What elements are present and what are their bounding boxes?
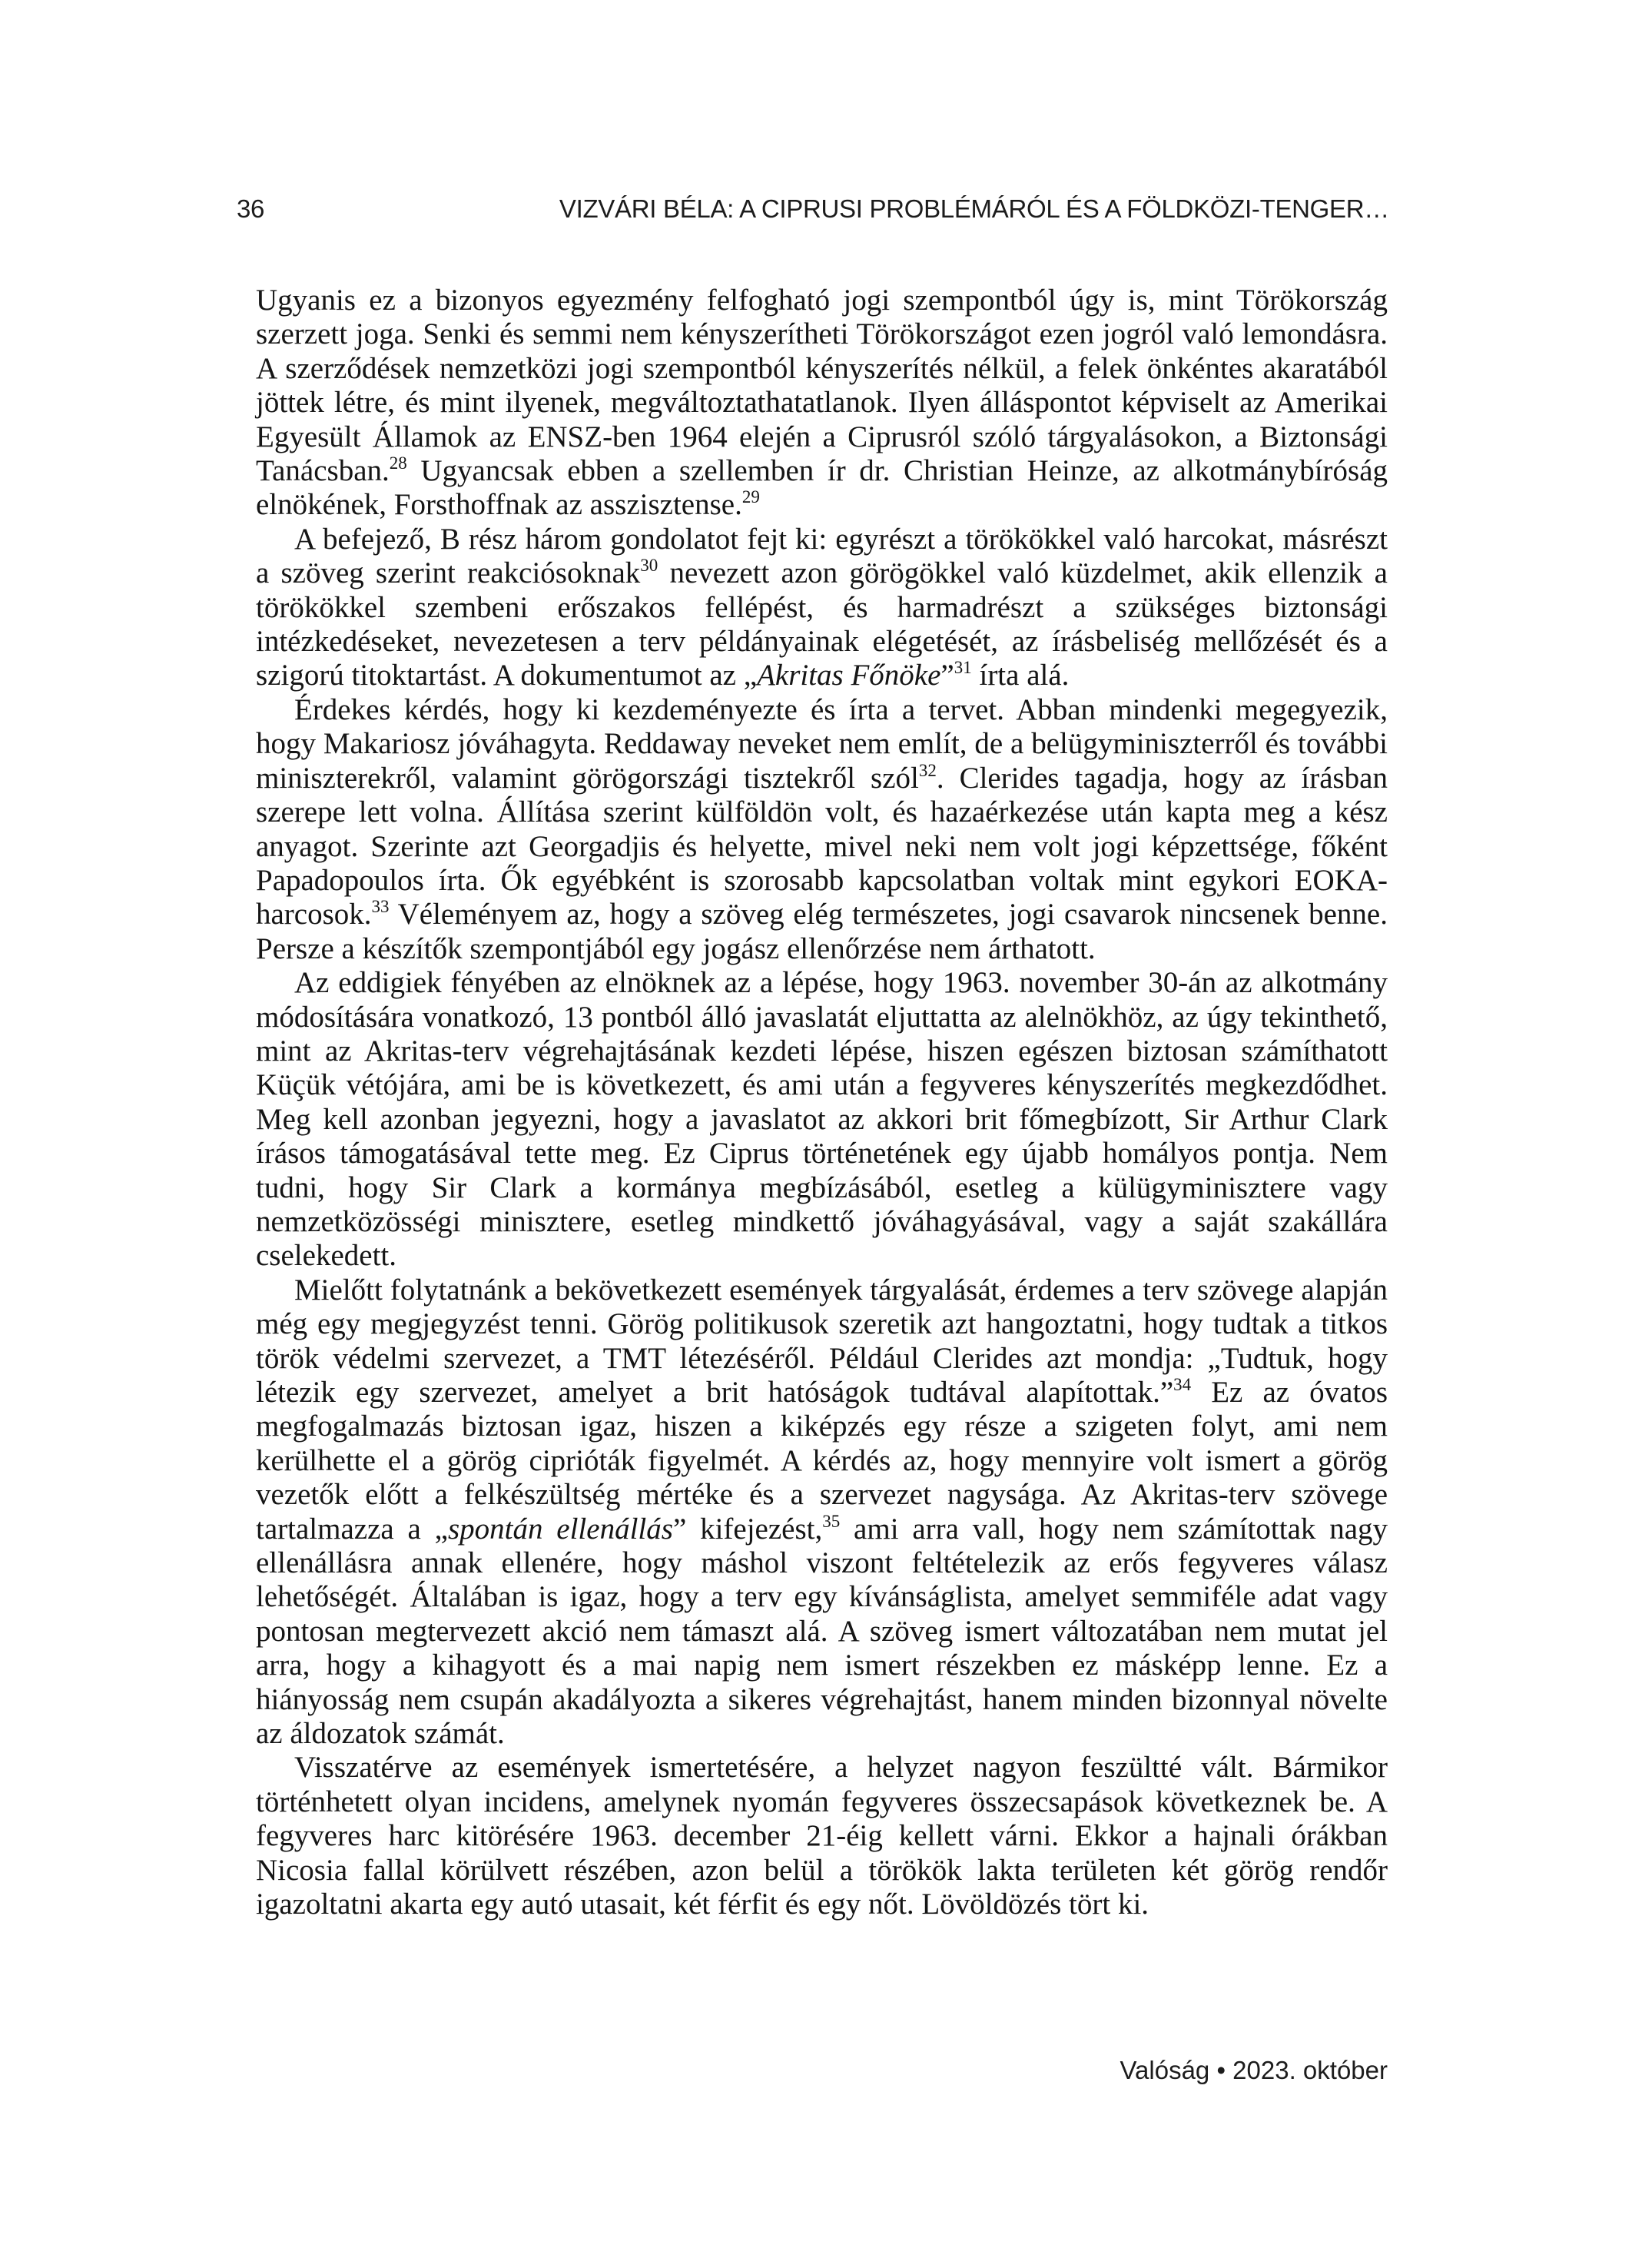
text-run: . Clerides tagadja, hogy az írásban szerepe lett volna. Állítása szerint külföldön volt, és hazaérkezése után kapta meg a kész anyagot. Szerinte azt Georgadjis és helyette, mivel neki nem volt jogi képzettsége, főként Papadopoulos írta. Ők egyébként is szorosabb kapcsolatban voltak mint egykori EOKA-harcosok. [256, 761, 1388, 931]
footnote-reference: 33 [371, 897, 390, 917]
text-run: Érdekes kérdés, hogy ki kezdeményezte és írta a tervet. Abban mindenki megegyezik, hogy Makariosz jóváhagyta. Reddaway neveket nem említ, de a belügyminiszterről és további miniszterekről, valamint görögországi tisztekről szól [256, 692, 1388, 795]
text-run: ” [940, 659, 954, 692]
text-run: Ugyancsak ebben a szellemben ír dr. Christian Heinze, az alkotmánybíróság elnökének, Forsthoffnak az asszisztense. [256, 454, 1388, 522]
text-run: ” kifejezést, [672, 1512, 823, 1546]
text-run: nevezett azon görögökkel való küzdelmet, akik ellenzik a törökökkel szembeni erőszakos fellépést, és harmadrészt a szükséges biztonsági intézkedéseket, nevezetesen a terv példányainak elégetését, az írásbeliség mellőzését és a szigorú titoktartást. A dokumentumot az „ [256, 556, 1388, 692]
italic-phrase: spontán ellenállás [447, 1512, 673, 1546]
paragraph [256, 523, 1388, 693]
paragraph [256, 966, 1388, 1273]
text-run: Ugyanis ez a bizonyos egyezmény felfogható jogi szempontból úgy is, mint Törökország szerzett joga. Senki és semmi nem kényszerítheti Törökországot ezen jogról való lemondásra. A szerződések nemzetközi jogi szempontból kényszerítés nélkül, a felek önkéntes akaratából jöttek létre, és mint ilyenek, megváltoztathatatlanok. Ilyen álláspontot képviselt az Amerikai Egyesült Államok az ENSZ-ben 1964 elején a Ciprusról szóló tárgyalásokon, a Biztonsági Tanácsban. [256, 284, 1388, 488]
page-footer: Valóság • 2023. október [1120, 2056, 1388, 2084]
paragraph [256, 1273, 1388, 1752]
page-header [237, 194, 1389, 227]
paragraph [256, 693, 1388, 966]
footnote-reference: 30 [640, 556, 658, 576]
running-title: VIZVÁRI BÉLA: A CIPRUSI PROBLÉMÁRÓL ÉS A FÖLDKÖZI-TENGER… [559, 194, 1389, 223]
footnote-reference: 31 [954, 658, 972, 678]
paragraph [256, 1751, 1388, 1921]
article-body [256, 284, 1388, 1922]
text-run: ami arra vall, hogy nem számítottak nagy ellenállásra annak ellenére, hogy máshol viszont feltételezik az erős fegyveres válasz lehetőségét. Általában is igaz, hogy a terv egy kívánságlista, amelyet semmiféle adat vagy pontosan megtervezett akció nem támaszt alá. A szöveg ismert változatában nem mutat jel arra, hogy a kihagyott és a mai napig nem ismert részekben ez másképp lenne. Ez a hiányosság nem csupán akadályozta a sikeres végrehajtást, hanem minden bizonnyal növelte az áldozatok számát. [256, 1512, 1388, 1751]
text-run: Ez az óvatos megfogalmazás biztosan igaz, hiszen a kiképzés egy része a szigeten folyt, ami nem kerülhette el a görög ciprióták figyelmét. A kérdés az, hogy mennyire volt ismert a görög vezetők előtt a felkészültség mértéke és a szervezet nagysága. Az Akritas-terv szövege tartalmazza a „ [256, 1376, 1388, 1546]
footnote-reference: 34 [1173, 1375, 1192, 1394]
text-run: írta alá. [971, 659, 1070, 692]
text-run: Az eddigiek fényében az elnöknek az a lépése, hogy 1963. november 30-án az alkotmány módosítására vonatkozó, 13 pontból álló javaslatát eljuttatta az alelnökhöz, az úgy tekinthető, mint az Akritas-terv végrehajtásának kezdeti lépése, hiszen egészen biztosan számíthatott Küçük vétójára, ami be is következett, és ami után a fegyveres kényszerítés megkezdődhet. Meg kell azonban jegyezni, hogy a javaslatot az akkori brit főmegbízott, Sir Arthur Clark írásos támogatásával tette meg. Ez Ciprus történetének egy újabb homályos pontja. Nem tudni, hogy Sir Clark a kormánya megbízásából, esetleg a külügyminisztere vagy nemzetközösségi minisztere, esetleg mindkettő jóváhagyásával, vagy a saját szakállára cselekedett. [256, 966, 1388, 1273]
italic-phrase: Akritas Főnöke [757, 659, 941, 692]
text-run: Véleményem az, hogy a szöveg elég természetes, jogi csavarok nincsenek benne. Persze a készítők szempontjából egy jogász ellenőrzése nem árthatott. [256, 898, 1388, 965]
text-run: A befejező, B rész három gondolatot fejt ki: egyrészt a törökökkel való harcokat, másrészt a szöveg szerint reakciósoknak [256, 522, 1388, 590]
footnote-reference: 32 [918, 760, 937, 780]
text-run: Visszatérve az események ismertetésére, a helyzet nagyon feszültté vált. Bármikor történhetett olyan incidens, amelynek nyomán fegyveres összecsapások következnek be. A fegyveres harc kitörésére 1963. december 21-éig kellett várni. Ekkor a hajnali órákban Nicosia fallal körülvett részében, azon belül a törökök lakta területen két görög rendőr igazoltatni akarta egy autó utasait, két férfit és egy nőt. Lövöldözés tört ki. [256, 1751, 1388, 1921]
footnote-reference: 35 [822, 1511, 841, 1531]
paragraph [256, 284, 1388, 523]
page-number: 36 [237, 194, 265, 223]
text-run: Mielőtt folytatnánk a bekövetkezett események tárgyalását, érdemes a terv szövege alapján még egy megjegyzést tenni. Görög politikusok szeretik azt hangoztatni, hogy tudtak a titkos török védelmi szervezet, a TMT létezéséről. Például Clerides azt mondja: „Tudtuk, hogy létezik egy szervezet, amelyet a brit hatóságok tudtával alapítottak.” [256, 1273, 1388, 1409]
footnote-reference: 28 [389, 453, 407, 473]
footnote-reference: 29 [741, 487, 760, 507]
